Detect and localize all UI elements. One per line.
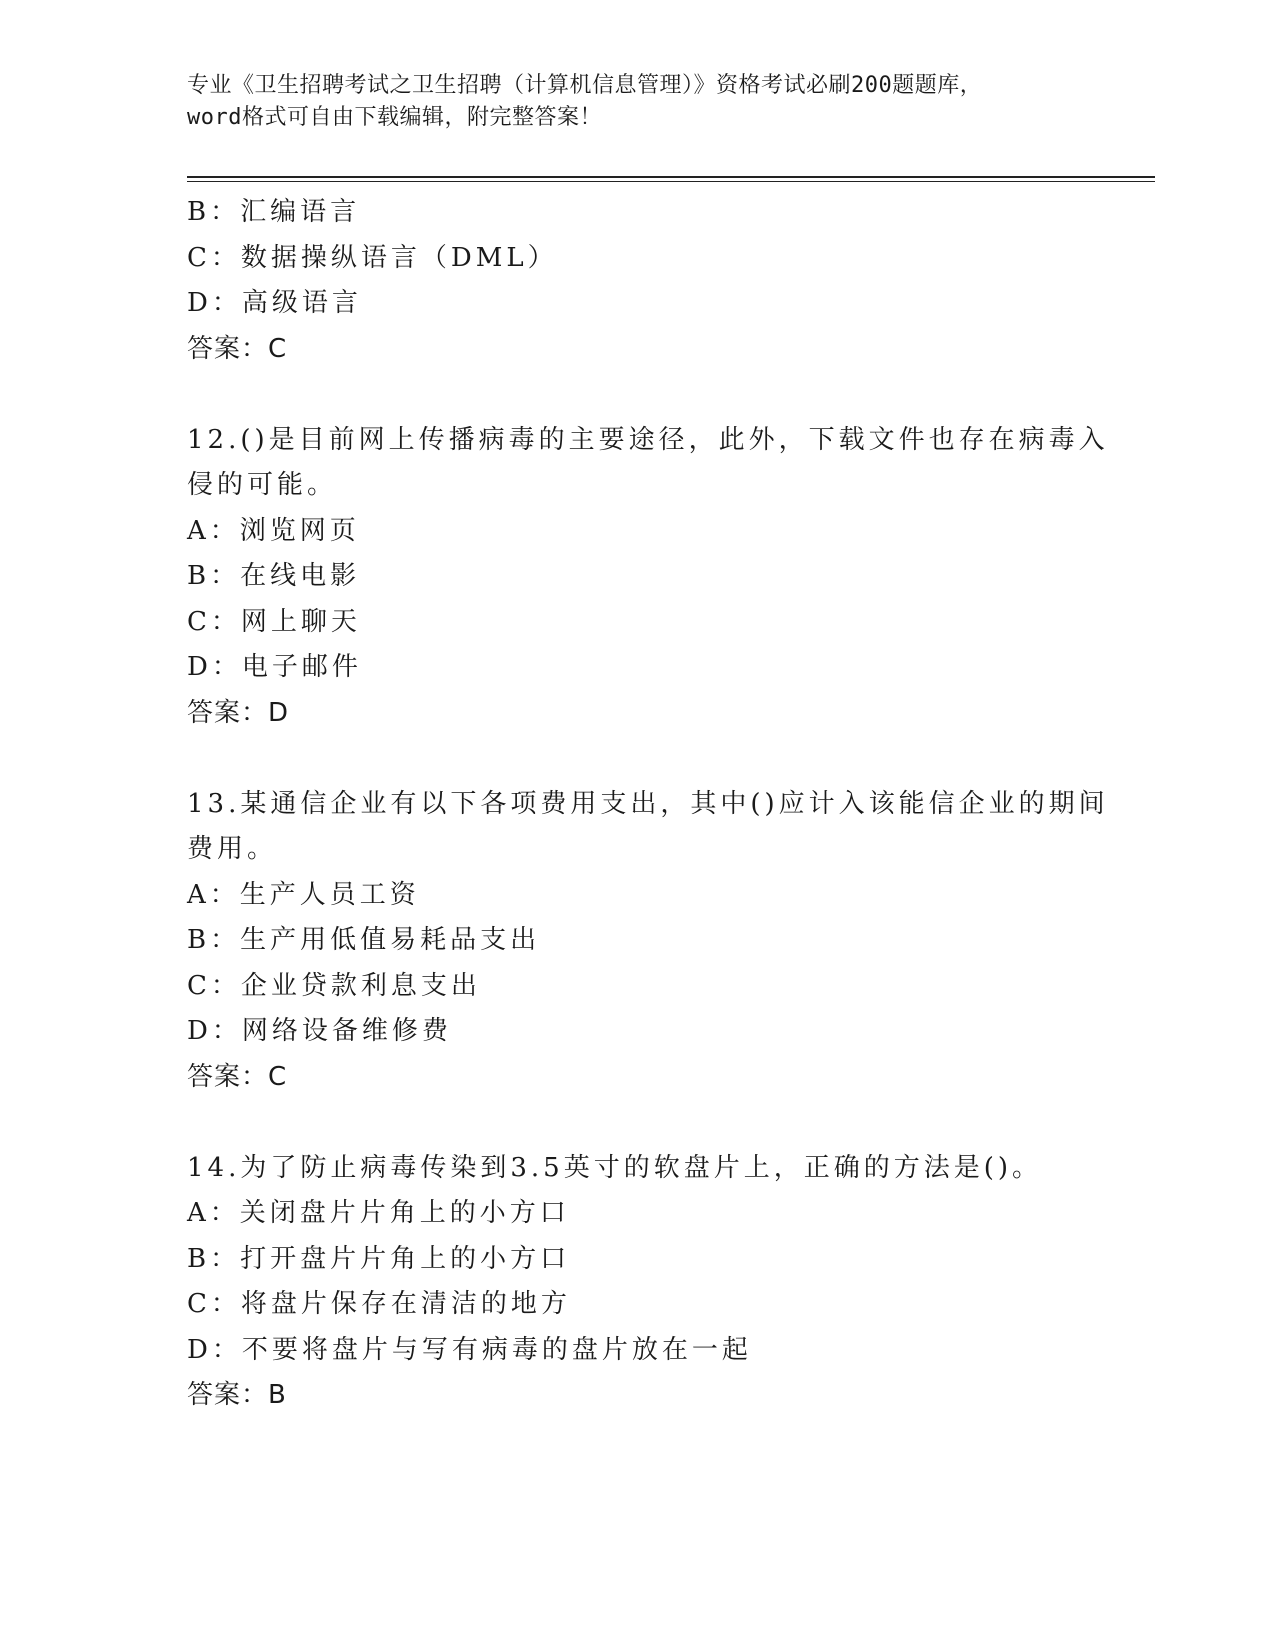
option-d: D：电子邮件 xyxy=(187,652,362,682)
question-list xyxy=(187,190,1109,1419)
question-stem: 13.某通信企业有以下各项费用支出，其中()应计入该能信企业的期间 xyxy=(187,788,1109,819)
spacer xyxy=(187,1100,1087,1146)
document-header xyxy=(187,70,1087,134)
question-stem: 侵的可能。 xyxy=(187,470,338,500)
answer-line: 答案：B xyxy=(187,1380,287,1410)
spacer xyxy=(187,372,1087,418)
option-c: C：将盘片保存在清洁的地方 xyxy=(187,1289,571,1319)
option-b: B：汇编语言 xyxy=(187,197,361,227)
option-a: A：浏览网页 xyxy=(187,515,360,546)
option-b: B：生产用低值易耗品支出 xyxy=(187,925,541,955)
option-d: D：网络设备维修费 xyxy=(187,1016,452,1046)
header-divider xyxy=(187,176,1155,178)
question-11-continuation xyxy=(187,190,1087,372)
option-c: C：企业贷款利息支出 xyxy=(187,970,481,1001)
option-c: C：网上聊天 xyxy=(187,606,361,637)
header-line-2: word格式可自由下载编辑，附完整答案！ xyxy=(187,105,602,130)
option-a: A：关闭盘片片角上的小方口 xyxy=(187,1198,570,1228)
answer-line: 答案：C xyxy=(187,333,288,364)
question-stem: 费用。 xyxy=(187,834,278,864)
question-stem: 12.()是目前网上传播病毒的主要途径，此外，下载文件也存在病毒入 xyxy=(187,424,1109,455)
question-13 xyxy=(187,782,1109,1101)
spacer xyxy=(187,736,1087,782)
option-d: D：高级语言 xyxy=(187,288,362,318)
answer-line: 答案：D xyxy=(187,697,290,728)
question-14 xyxy=(187,1146,1087,1419)
option-c: C：数据操纵语言（DML） xyxy=(187,242,558,273)
header-divider-thin xyxy=(187,181,1155,182)
question-12 xyxy=(187,418,1109,737)
answer-line: 答案：C xyxy=(187,1061,288,1092)
option-b: B：在线电影 xyxy=(187,561,361,591)
option-a: A：生产人员工资 xyxy=(187,879,420,910)
option-d: D：不要将盘片与写有病毒的盘片放在一起 xyxy=(187,1334,752,1365)
question-stem: 14.为了防止病毒传染到3.5英寸的软盘片上，正确的方法是()。 xyxy=(187,1152,1042,1183)
header-line-1: 专业《卫生招聘考试之卫生招聘（计算机信息管理）》资格考试必刷200题题库， xyxy=(187,73,983,98)
option-b: B：打开盘片片角上的小方口 xyxy=(187,1243,571,1274)
